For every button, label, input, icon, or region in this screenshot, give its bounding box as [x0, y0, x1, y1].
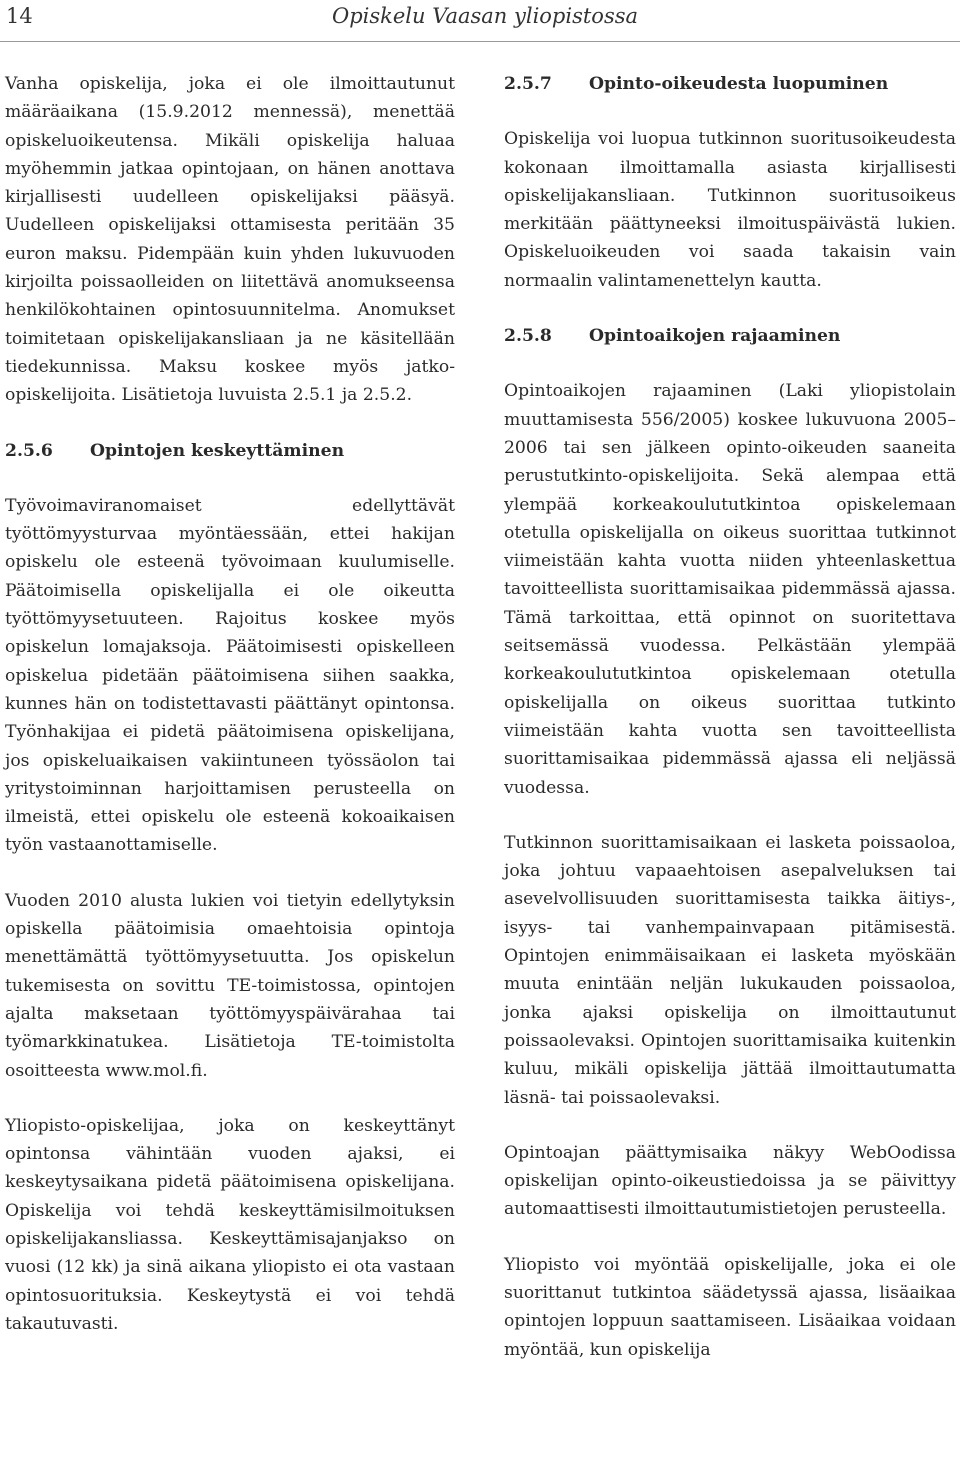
section-title: Opintoaikojen rajaaminen [589, 326, 841, 347]
section-heading-2-5-6 [5, 437, 455, 465]
running-title: Opiskelu Vaasan yliopistossa [332, 4, 639, 28]
section-number: 2.5.8 [504, 326, 552, 347]
paragraph-unemployment: Työvoimaviranomaiset edellyttävät työttömyysturvaa myöntäessään, ettei hakijan opiskelu ole esteenä työvoimaan kuulumiselle. Päätoimisella opiskelijalla ei ole oikeutta työttömyysetuuteen. Rajoitus koskee myös opiskelun lomajaksoja. Päätoimisesti opiskelleen opiskelua pidetään päätoimisena siihen saakka, kunnes hän on todistettavasti päättänyt opintonsa. Työnhakijaa ei pidetä päätoimisena opiskelijana, jos opiskeluaikaisen vakiintuneen työssäolon tai yritystoiminnan harjoittamisen perusteella on ilmeistä, ettei opiskelu ole esteenä kokoaikaisen työn vastaanottamiselle. [5, 495, 455, 856]
paragraph-interruption: Yliopisto-opiskelijaa, joka on keskeyttänyt opintonsa vähintään vuoden ajaksi, ei keskeytysaikana pidetä päätoimisena opiskelijana. Opiskelija voi tehdä keskeyttämisilmoituksen opiskelijakansliassa. Keskeyttämisajanjakso on vuosi (12 kk) ja sinä aikana yliopisto ei ota vastaan opintosuorituksia. Keskeytystä ei voi tehdä takautuvasti. [5, 1115, 455, 1334]
section-title: Opinto-oikeudesta luopuminen [589, 74, 889, 94]
paragraph-time-limits: Opintoaikojen rajaaminen (Laki yliopistolain muuttamisesta 556/2005) koskee lukuvuona 2005–2006 tai sen jälkeen opinto-oikeuden saaneita perustutkinto-opiskelijoita. Sekä alempaa että ylempää korkeakoulututkintoa opiskelemaan otetulla opiskelijalla on oikeus suorittaa tutkinnot viimeistään kahta vuotta niiden yhteenlaskettua tavoitteellista suorittamisaikaa pidemmässä ajassa. Tämä tarkoittaa, että opinnot on suoritettava seitsemässä vuodessa. Pelkästään ylempää korkeakoulututkintoa opiskelemaan otetulla opiskelijalla on oikeus suorittaa tutkinto viimeistään kahta vuotta sen tavoitteellista suorittamisaikaa pidemmässä ajassa eli neljässä vuodessa. [504, 381, 956, 798]
paragraph-absences: Tutkinnon suorittamisaikaan ei lasketa poissaoloa, joka johtuu vapaaehtoisen asepalveluksen tai asevelvollisuuden suorittamisesta taikka äitiys-, isyys- tai vanhempainvapaan pitämisestä. Opintojen enimmäisaikaan ei lasketa myöskään muuta enintään neljän lukukauden poissaoloa, jonka ajaksi opiskelija on ilmoittautunut poissaolevaksi. Opintojen suorittamisaika kuitenkin kuluu, mikäli opiskelija jättää ilmoittautumatta läsnä- tai poissaolevaksi. [504, 832, 956, 1108]
paragraph-reregistration: Vanha opiskelija, joka ei ole ilmoittautunut määräaikana (15.9.2012 mennessä), menettää opiskeluoikeutensa. Mikäli opiskelija haluaa myöhemmin jatkaa opintojaan, on hänen anottava kirjallisesti uudelleen opiskelijaksi pääsyä. Uudelleen opiskelijaksi ottamisesta peritään 35 euron maksu. Pidempään kuin yhden lukuvuoden kirjoilta poissaolleiden on liitettävä anomukseensa henkilökohtainen opintosuunnitelma. Anomukset toimitetaan opiskelijakansliaan ja ne käsitellään tiedekunnissa. Maksu koskee myös jatko-opiskelijoita. Lisätietoja luvuista 2.5.1 ja 2.5.2. [5, 74, 455, 406]
paragraph-extra-time: Yliopisto voi myöntää opiskelijalle, joka ei ole suorittanut tutkintoa säädetyssä ajassa, lisäaikaa opintojen loppuun saattamiseen. Lisäaikaa voidaan myöntää, kun opiskelija [504, 1254, 956, 1360]
header-rule [0, 41, 960, 42]
page-number: 14 [6, 4, 33, 28]
paragraph-renounce-right: Opiskelija voi luopua tutkinnon suoritusoikeudesta kokonaan ilmoittamalla asiasta kirjallisesti opiskelijakansliaan. Tutkinnon suoritusoikeus merkitään päättyneeksi ilmoituspäivästä lukien. Opiskeluoikeuden voi saada takaisin vain normaalin valintamenettelyn kautta. [504, 129, 956, 291]
section-number: 2.5.6 [5, 440, 53, 461]
paragraph-self-motivated-studies: Vuoden 2010 alusta lukien voi tietyin edellytyksin opiskella päätoimisia omaehtoisia opintoja menettämättä työttömyysetuutta. Jos opiskelun tukemisesta on sovittu TE-toimistossa, opintojen ajalta maksetaan työttömyyspäivärahaa tai työmarkkinatukea. Lisätietoja TE-toimistolta osoitteesta www.mol.fi. [5, 890, 455, 1081]
section-heading-2-5-7 [504, 70, 956, 98]
section-title: Opintojen keskeyttäminen [90, 440, 345, 461]
paragraph-weboodi: Opintoajan päättymisaika näkyy WebOodissa opiskelijan opinto-oikeustiedoissa ja se päivittyy automaattisesti ilmoittautumistietojen perusteella. [504, 1142, 956, 1220]
section-heading-2-5-8 [504, 322, 956, 350]
right-column [504, 70, 956, 1391]
left-column [5, 70, 455, 1365]
page-header [0, 0, 960, 44]
section-number: 2.5.7 [504, 74, 552, 94]
